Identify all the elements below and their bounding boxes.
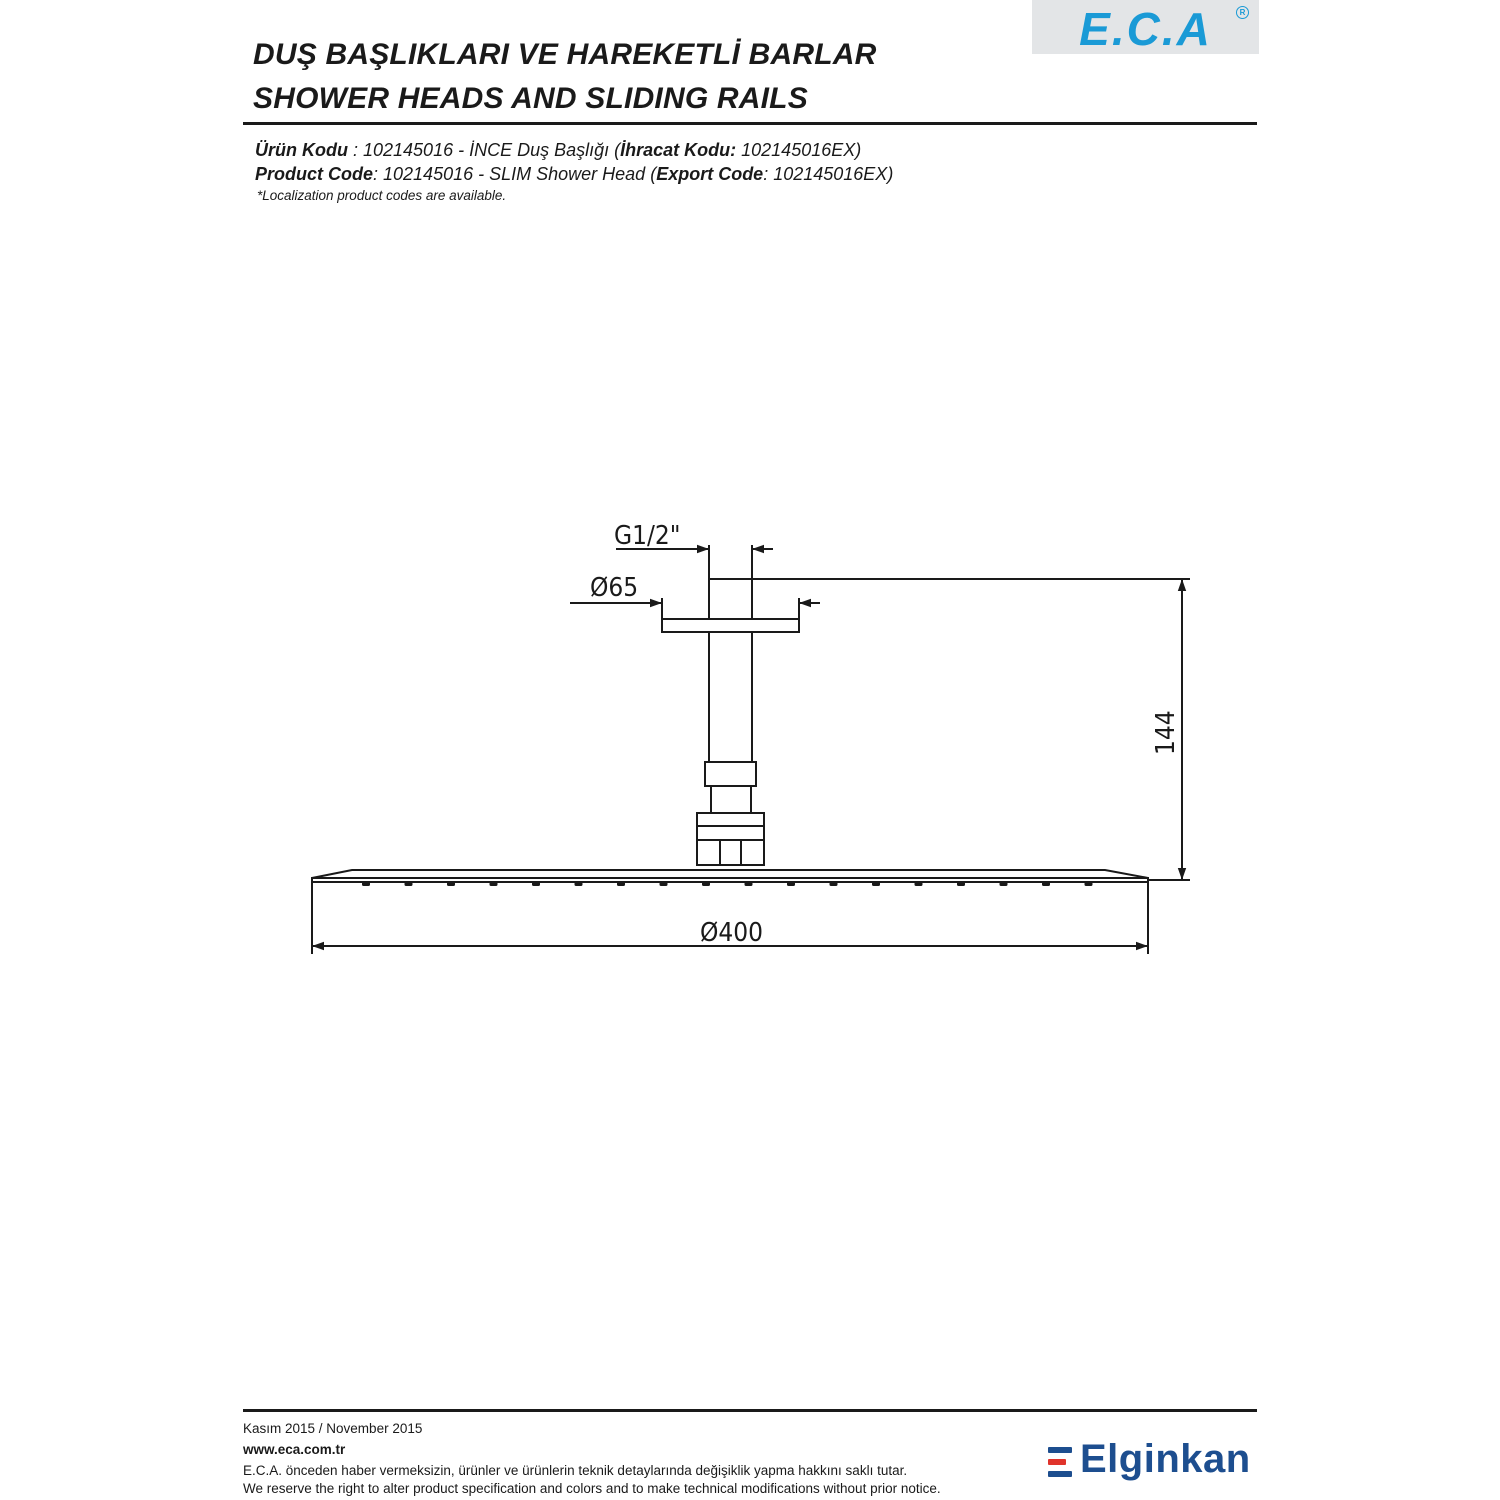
spray-nozzle [957, 882, 965, 886]
elginkan-logo-text: Elginkan [1080, 1437, 1251, 1481]
footer-divider [243, 1409, 1257, 1412]
spray-nozzle [405, 882, 413, 886]
spray-nozzle [1000, 882, 1008, 886]
shower-head-plate [312, 878, 1148, 882]
spray-nozzle [490, 882, 498, 886]
arm-pipe [709, 632, 752, 762]
pipe-neck [711, 786, 751, 813]
product-code-label-en: Product Code [255, 164, 374, 184]
localization-note: *Localization product codes are available. [257, 188, 507, 203]
flange-diameter-label: Ø65 [590, 573, 639, 603]
pipe-nut [705, 762, 756, 786]
spray-nozzle [660, 882, 668, 886]
website-link[interactable]: www.eca.com.tr [243, 1442, 346, 1457]
thread-connector [709, 579, 752, 619]
head-fitting [697, 840, 764, 865]
export-code-value-tr: 102145016EX) [736, 140, 862, 160]
height-label: 144 [1151, 710, 1181, 755]
spray-nozzle [1042, 882, 1050, 886]
spray-nozzle [872, 882, 880, 886]
page-title-english: SHOWER HEADS AND SLIDING RAILS [253, 82, 808, 115]
disclaimer-turkish: E.C.A. önceden haber vermeksizin, ürünler ve ürünlerin teknik detaylarında değişiklik yapma hakkını saklı tutar. [243, 1463, 908, 1478]
spray-nozzle [787, 882, 795, 886]
eca-logo-text: E.C.A [1079, 3, 1212, 55]
document-date: Kasım 2015 / November 2015 [243, 1421, 423, 1436]
spray-nozzle [617, 882, 625, 886]
product-code-label-tr: Ürün Kodu [255, 140, 348, 160]
wall-flange [662, 619, 799, 632]
registered-mark-icon: R [1236, 6, 1249, 19]
product-code-value-en: : 102145016 - SLIM Shower Head ( [373, 164, 657, 184]
spray-nozzle [575, 882, 583, 886]
shower-head-top [312, 870, 1148, 878]
spray-nozzle [362, 882, 370, 886]
spray-nozzle [702, 882, 710, 886]
spray-nozzle [532, 882, 540, 886]
export-code-label-en: Export Code [656, 164, 764, 184]
spray-nozzle [447, 882, 455, 886]
spray-nozzle [915, 882, 923, 886]
product-code-value-tr: : 102145016 - İNCE Duş Başlığı ( [347, 140, 621, 160]
thread-size-label: G1/2" [614, 521, 681, 551]
page-title-turkish: DUŞ BAŞLIKLARI VE HAREKETLİ BARLAR [253, 38, 877, 71]
spray-nozzle [1085, 882, 1093, 886]
spray-nozzle [745, 882, 753, 886]
export-code-value-en: : 102145016EX) [763, 164, 894, 184]
export-code-label-tr: İhracat Kodu: [620, 140, 737, 160]
disclaimer-english: We reserve the right to alter product specification and colors and to make technical modifications without prior notice. [243, 1481, 941, 1496]
elginkan-mark-icon [1048, 1445, 1072, 1479]
spray-nozzle [830, 882, 838, 886]
head-diameter-label: Ø400 [700, 918, 764, 948]
